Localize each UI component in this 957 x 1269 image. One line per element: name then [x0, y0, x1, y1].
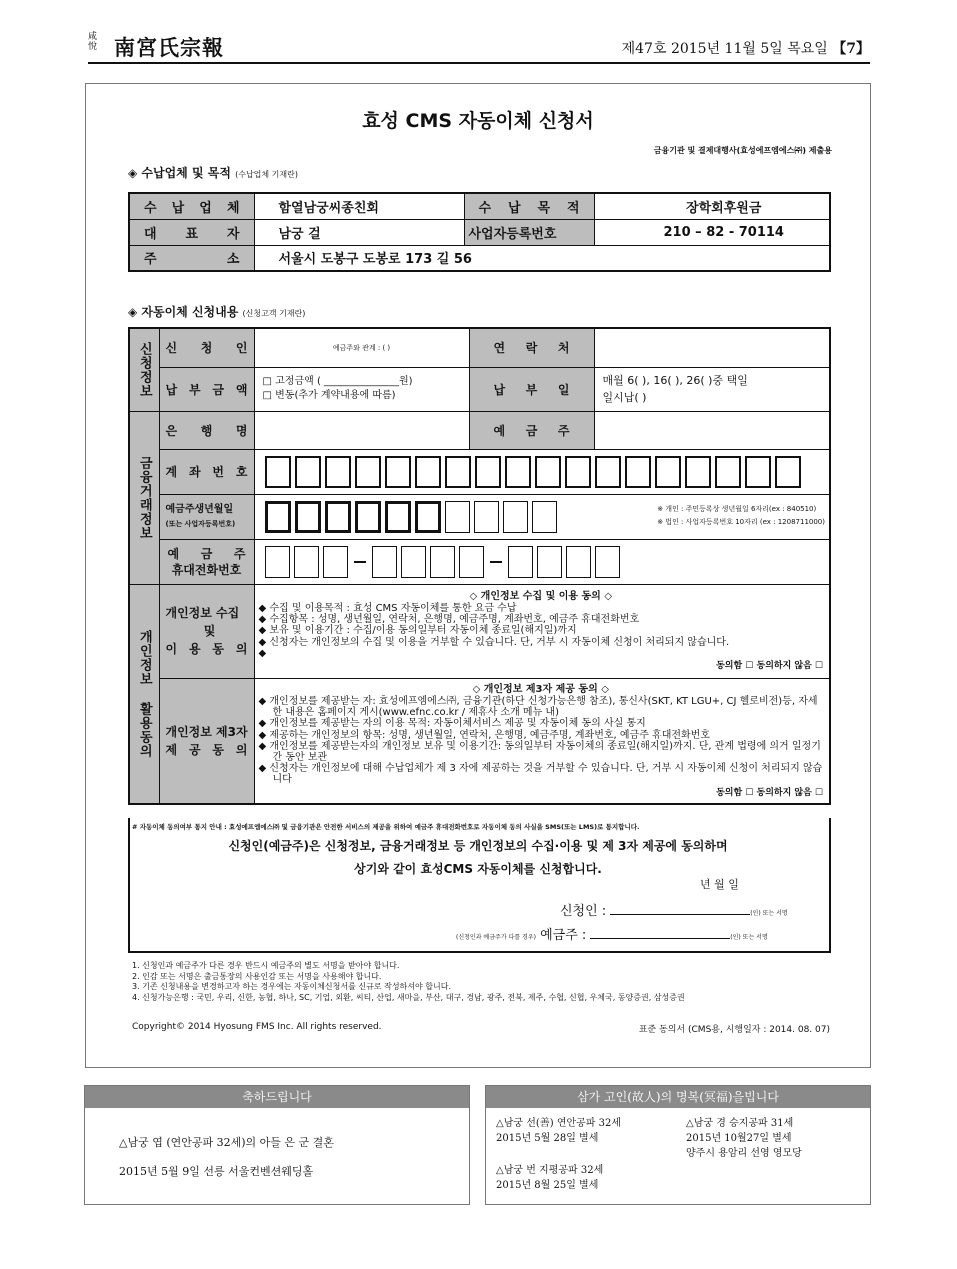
account-digit-box[interactable]	[565, 456, 591, 488]
holder-signature[interactable]	[456, 924, 768, 943]
issue-info	[622, 38, 870, 58]
holder-sign-suffix: (인) 또는 서명	[730, 934, 768, 941]
payee-purpose-label: 수 납 목 적	[464, 193, 594, 219]
sign-date[interactable]: 년 월 일	[700, 878, 739, 891]
account-digit-box[interactable]	[535, 456, 561, 488]
phone-digit-box[interactable]	[323, 546, 348, 578]
birth-digit-box[interactable]	[385, 501, 411, 533]
third-consent-heading: ◇ 개인정보 제3자 제공 동의 ◇	[472, 683, 609, 695]
birth-label-main: 예금주생년월일	[165, 503, 234, 515]
page-number: 【7】	[832, 41, 870, 57]
obituary-extra: 양주시 용암리 선영 영모당	[686, 1148, 802, 1159]
bank-label: 은 행 명	[159, 411, 254, 449]
account-digit-box[interactable]	[685, 456, 711, 488]
newspaper-title: 南宮氏宗報	[114, 35, 224, 60]
collect-label-2: 및	[203, 624, 216, 638]
declaration-line-1: 신청인(예금주)은 신청정보, 금융거래정보 등 개인정보의 수집·이용 및 제 3자 제공에 동의하며	[228, 839, 728, 853]
phone-digit-box[interactable]	[265, 546, 290, 578]
holder-field[interactable]	[594, 411, 830, 449]
account-digit-box[interactable]	[265, 456, 291, 488]
collect-label-3: 이 용 동 의	[165, 642, 248, 656]
phone-label	[159, 539, 254, 584]
birth-digit-box[interactable]	[265, 501, 291, 533]
applicant-table	[128, 327, 831, 805]
account-digit-box[interactable]	[325, 456, 351, 488]
applicant-side-label: 신청정보	[129, 328, 159, 411]
section-payee-note: (수납업체 기재란)	[235, 170, 298, 179]
phone-digit-box[interactable]	[294, 546, 319, 578]
obituary-name: △남궁 경 승지공파 31세	[686, 1118, 794, 1129]
collect-label-1: 개인정보 수집	[165, 606, 240, 620]
account-digit-box[interactable]	[775, 456, 801, 488]
third-party-consent-label	[159, 678, 254, 804]
account-label: 계 좌 번 호	[159, 449, 254, 494]
payee-table	[128, 192, 831, 272]
birth-note-personal: ※ 개인 : 주민등록상 생년월일 6자리(ex : 840510)	[657, 504, 817, 513]
account-digit-box[interactable]	[595, 456, 621, 488]
birth-digit-box[interactable]	[445, 501, 470, 533]
applicant-name-label: 신 청 인	[159, 328, 254, 367]
amount-fixed-option[interactable]: □ 고정금액 ( _______________원)	[262, 376, 413, 387]
contact-label: 연 락 처	[469, 328, 594, 367]
standard-consent-version: 표준 동의서 (CMS용, 시행일자 : 2014. 08. 07)	[638, 1025, 830, 1035]
third-label-1: 개인정보 제3자	[165, 724, 248, 739]
account-digit-box[interactable]	[415, 456, 441, 488]
obituary-entry	[496, 1116, 621, 1146]
birth-label-sub: (또는 사업자등록번호)	[165, 519, 236, 528]
account-digit-box[interactable]	[295, 456, 321, 488]
account-digit-box[interactable]	[715, 456, 741, 488]
section-payee-title: ◈ 수납업체 및 목적	[128, 166, 231, 180]
payee-purpose-value: 장학회후원금	[594, 193, 830, 219]
account-number-boxes[interactable]	[254, 449, 830, 494]
birth-digit-box[interactable]	[325, 501, 351, 533]
obituary-date: 2015년 10월27일 별세	[686, 1133, 792, 1144]
birth-label	[159, 494, 254, 539]
phone-digit-box[interactable]	[566, 546, 591, 578]
obituary-header: 삼가 고인(故人)의 명복(冥福)을빕니다	[486, 1086, 870, 1108]
bank-field[interactable]	[254, 411, 469, 449]
third-item: ◆ 개인정보를 제공받는 자의 이용 목적: 자동이체서비스 제공 및 자동이체 동의 사실 통지	[258, 718, 646, 730]
masthead	[88, 32, 870, 64]
sms-notice: # 자동이체 동의여부 통지 안내 : 효성에프엠에스㈜ 및 금융기관은 안전한 서비스의 제공을 위하여 예금주 휴대전화번호로 자동이체 동의 사실을 SMS(또는 LMS)로 통지합니다.	[132, 823, 640, 831]
payee-address-value: 서울시 도봉구 도봉로 173 길 56	[254, 245, 830, 271]
form-note: 3. 기존 신청내용을 변경하고자 하는 경우에는 자동이체신청서를 신규로 작성하셔야 합니다.	[132, 982, 451, 992]
account-digit-box[interactable]	[385, 456, 411, 488]
third-item: ◆ 제공하는 개인정보의 항목: 성명, 생년월일, 연락처, 은행명, 예금주명, 계좌번호, 예금주 휴대전화번호	[258, 729, 710, 741]
collect-item: ◆ 수집항목 : 성명, 생년월일, 연락처, 은행명, 예금주명, 계좌번호, 예금주 휴대전화번호	[258, 614, 640, 626]
obituary-entry	[686, 1116, 802, 1161]
payday-field[interactable]	[594, 367, 830, 411]
birth-digit-box[interactable]	[355, 501, 381, 533]
form-note: 2. 인감 또는 서명은 출금통장의 사용인감 또는 서명을 사용해야 합니다.	[132, 971, 382, 981]
applicant-sign-suffix: (인) 또는 서명	[750, 910, 788, 917]
account-digit-box[interactable]	[655, 456, 681, 488]
account-digit-box[interactable]	[475, 456, 501, 488]
applicant-sign-label: 신청인 :	[560, 904, 607, 919]
form-notes	[132, 961, 842, 1003]
obituary-box	[485, 1085, 871, 1205]
collect-item: ◆	[258, 647, 267, 659]
phone-digit-box[interactable]	[595, 546, 620, 578]
cms-form	[85, 83, 871, 1068]
birth-notes	[657, 503, 825, 529]
payee-rep-value: 남궁 걸	[254, 219, 464, 245]
third-party-consent-body	[254, 678, 830, 804]
phone-separator	[354, 561, 366, 563]
collect-consent-label	[159, 584, 254, 678]
obituary-date: 2015년 8월 25일 별세	[496, 1180, 599, 1191]
collect-consent-heading: ◇ 개인정보 수집 및 이용 동의 ◇	[469, 590, 613, 602]
collect-agree-checkboxes[interactable]: 동의함 ☐ 동의하지 않음 ☐	[716, 661, 823, 671]
birth-digit-box[interactable]	[415, 501, 441, 533]
birth-note-corporate: ※ 법인 : 사업자등록번호 10자리 (ex : 1208711000)	[657, 517, 825, 526]
holder-sign-label: 예금주 :	[540, 928, 587, 943]
third-label-2: 제 공 동 의	[165, 742, 248, 757]
masthead-small-title: 咸悅	[88, 32, 98, 52]
birth-digit-box[interactable]	[503, 501, 528, 533]
account-digit-box[interactable]	[745, 456, 771, 488]
finance-side-label: 금융거래정보	[129, 411, 159, 584]
third-item: ◆ 개인정보를 제공받는자의 개인정보 보유 및 이용기간: 동의일부터 자동이체의 종료일(해지일)까지. 단, 관계 법령에 의거 일정기간 동안 보관	[258, 740, 821, 763]
congrats-box	[84, 1085, 470, 1205]
section-applicant-heading	[128, 303, 305, 320]
congrats-line-2: 2015년 5월 9일 선릉 서울컨벤션웨딩홀	[119, 1165, 314, 1178]
relation-hint: 예금주와 관계 : ( )	[332, 343, 391, 352]
account-digit-box[interactable]	[505, 456, 531, 488]
birth-digit-box[interactable]	[474, 501, 499, 533]
congrats-header: 축하드립니다	[85, 1086, 469, 1108]
collect-item: ◆ 신청자는 개인정보의 수집 및 이용을 거부할 수 있습니다. 단, 거부 시 자동이체 신청이 처리되지 않습니다.	[258, 636, 730, 648]
obituary-entry	[496, 1163, 603, 1193]
obituary-name: △남궁 번 지평공파 32세	[496, 1165, 604, 1176]
birth-digit-box[interactable]	[532, 501, 557, 533]
phone-label-line1: 예 금 주	[167, 546, 246, 561]
collect-item: ◆ 보유 및 이용기간 : 수집/이용 동의일부터 자동이체 종료일(해지일)까지	[258, 625, 577, 637]
phone-digit-box[interactable]	[537, 546, 562, 578]
phone-digit-box[interactable]	[372, 546, 397, 578]
declaration-line-2: 상기와 같이 효성CMS 자동이체를 신청합니다.	[354, 862, 602, 876]
amount-field[interactable]	[254, 367, 469, 411]
phone-digit-box[interactable]	[508, 546, 533, 578]
amount-label: 납 부 금 액	[159, 367, 254, 411]
third-agree-checkboxes[interactable]: 동의함 ☐ 동의하지 않음 ☐	[716, 787, 823, 798]
section-applicant-note: (신청고객 기재란)	[242, 309, 306, 318]
copyright: Copyright© 2014 Hyosung FMS Inc. All rights reserved.	[132, 1022, 382, 1032]
submitter-note: 금융기관 및 결제대행사(효성에프엠에스㈜) 제출용	[653, 146, 832, 155]
contact-field[interactable]	[594, 328, 830, 367]
applicant-sign-line[interactable]	[610, 905, 750, 915]
payday-lump[interactable]: 일시납( )	[602, 391, 647, 404]
collect-consent-body	[254, 584, 830, 678]
form-title: 효성 CMS 자동이체 신청서	[362, 110, 594, 132]
amount-variable-option[interactable]: □ 변동(추가 계약내용에 따름)	[262, 390, 396, 401]
payday-monthly[interactable]: 매월 6( ), 16( ), 26( )중 택일	[602, 374, 748, 387]
payee-biz-no-label: 사업자등록번호	[464, 219, 594, 245]
phone-boxes[interactable]	[254, 539, 830, 584]
collect-item: ◆ 수집 및 이용목적 : 효성 CMS 자동이체를 통한 요금 수납	[258, 602, 517, 614]
holder-sign-prefix: (신청인과 예금주가 다를 경우)	[456, 934, 536, 941]
phone-digit-box[interactable]	[430, 546, 455, 578]
payee-biz-no-value: 210 – 82 - 70114	[594, 219, 830, 245]
phone-label-line2: 휴대전화번호	[171, 562, 242, 577]
section-payee-heading	[128, 164, 298, 181]
third-item: ◆ 개인정보를 제공받는 자: 효성에프엠에스㈜, 금융기관(하단 신청가능은행 참조), 통신사(SKT, KT LGU+, CJ 헬로비전)등, 자세한 내용은 홈페이지 게시(www.efnc.co.kr / 제휴사 소개 메뉴 내)	[258, 695, 818, 719]
account-digit-box[interactable]	[445, 456, 471, 488]
phone-digit-box[interactable]	[459, 546, 484, 578]
phone-separator	[490, 561, 502, 563]
congrats-line-1: △남궁 엽 (연안공파 32세)의 아들 은 군 결혼	[119, 1136, 334, 1149]
account-digit-box[interactable]	[625, 456, 651, 488]
birth-digit-box[interactable]	[295, 501, 321, 533]
obituary-date: 2015년 5월 28일 별세	[496, 1133, 599, 1144]
birth-boxes[interactable]	[254, 494, 830, 539]
privacy-side-label: 개인정보 활용동의	[129, 584, 159, 804]
applicant-signature[interactable]	[560, 900, 788, 919]
form-note: 1. 신청인과 예금주가 다른 경우 반드시 예금주의 별도 서명을 받아야 합니다.	[132, 961, 400, 970]
payee-rep-label: 대 표 자	[129, 219, 254, 245]
issue-date: 제47호 2015년 11월 5일 목요일	[621, 41, 828, 57]
section-applicant-title: ◈ 자동이체 신청내용	[128, 305, 239, 319]
phone-digit-box[interactable]	[401, 546, 426, 578]
holder-sign-line[interactable]	[590, 929, 730, 939]
payee-company-value: 함열남궁씨종친회	[254, 193, 464, 219]
form-note: 4. 신청가능은행 : 국민, 우리, 신한, 농협, 하나, SC, 기업, 외환, 씨티, 산업, 새마을, 부산, 대구, 경남, 광주, 전북, 제주, 수협, 신협, 우체국, 동양증권, 삼성증권	[132, 992, 685, 1002]
obituary-name: △남궁 선(善) 연안공파 32세	[496, 1118, 622, 1129]
holder-label: 예 금 주	[469, 411, 594, 449]
applicant-name-field[interactable]	[254, 328, 469, 367]
third-item: ◆ 신청자는 개인정보에 대해 수납업체가 제 3 자에 제공하는 것을 거부할 수 있습니다. 단, 거부 시 자동이체 신청이 처리되지 않습니다	[258, 763, 823, 786]
payee-company-label: 수 납 업 체	[129, 193, 254, 219]
payday-label: 납 부 일	[469, 367, 594, 411]
payee-address-label: 주 소	[129, 245, 254, 271]
account-digit-box[interactable]	[355, 456, 381, 488]
